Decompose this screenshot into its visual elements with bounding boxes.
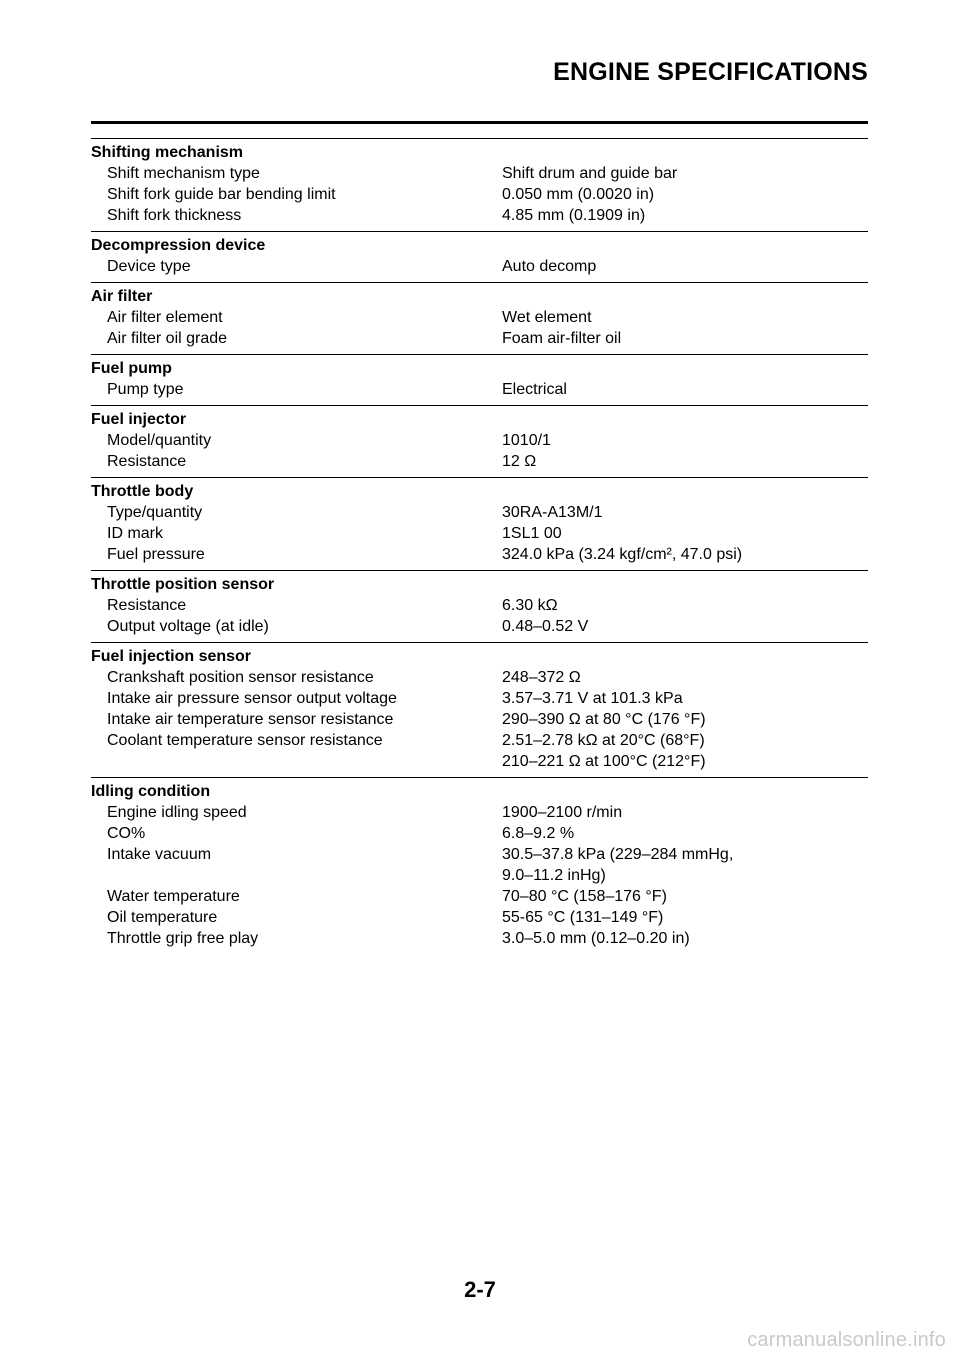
- spec-value-line: 3.57–3.71 V at 101.3 kPa: [502, 690, 683, 707]
- spec-row: [91, 616, 868, 637]
- spec-label: Oil temperature: [107, 909, 218, 926]
- spec-section: [91, 138, 868, 231]
- spec-label: Fuel pressure: [107, 546, 205, 563]
- spec-value: [502, 379, 868, 400]
- spec-value: [502, 307, 868, 328]
- spec-label: Type/quantity: [107, 504, 203, 521]
- spec-row: [91, 184, 868, 205]
- spec-row: [91, 595, 868, 616]
- spec-value-line: 12 Ω: [502, 453, 537, 470]
- spec-label: Shift fork guide bar bending limit: [107, 186, 336, 203]
- spec-label: Shift mechanism type: [107, 165, 260, 182]
- spec-value-line: 2.51–2.78 kΩ at 20°C (68°F): [502, 732, 705, 749]
- spec-label: Engine idling speed: [107, 804, 247, 821]
- spec-label: Crankshaft position sensor resistance: [107, 669, 374, 686]
- spec-value-line: Electrical: [502, 381, 567, 398]
- spec-value: [502, 709, 868, 730]
- spec-value-line: 6.8–9.2 %: [502, 825, 575, 842]
- header-rule: [91, 121, 868, 124]
- spec-value: [502, 844, 868, 886]
- spec-row: [91, 886, 868, 907]
- spec-row: [91, 667, 868, 688]
- spec-label: Intake vacuum: [107, 846, 212, 863]
- spec-value: [502, 430, 868, 451]
- spec-value-line: 1010/1: [502, 432, 551, 449]
- spec-row: [91, 430, 868, 451]
- section-title: Decompression device: [91, 237, 266, 254]
- spec-row: [91, 307, 868, 328]
- section-title: Fuel pump: [91, 360, 172, 377]
- spec-label: Air filter oil grade: [107, 330, 228, 347]
- spec-section: [91, 405, 868, 477]
- spec-section: [91, 354, 868, 405]
- spec-value-line: Foam air-filter oil: [502, 330, 622, 347]
- watermark[interactable]: carmanualsonline.info: [747, 1329, 946, 1351]
- spec-label: Pump type: [107, 381, 184, 398]
- spec-value-line: 248–372 Ω: [502, 669, 581, 686]
- spec-value: [502, 184, 868, 205]
- spec-value: [502, 328, 868, 349]
- spec-label: Output voltage (at idle): [107, 618, 269, 635]
- spec-value-line: 4.85 mm (0.1909 in): [502, 207, 646, 224]
- spec-value-line: 290–390 Ω at 80 °C (176 °F): [502, 711, 706, 728]
- section-title: Fuel injection sensor: [91, 648, 252, 665]
- spec-value-line: 0.48–0.52 V: [502, 618, 589, 635]
- spec-label: ID mark: [107, 525, 163, 542]
- spec-value: [502, 595, 868, 616]
- spec-section: [91, 477, 868, 570]
- spec-label: Air filter element: [107, 309, 223, 326]
- spec-value: [502, 205, 868, 226]
- spec-value: [502, 667, 868, 688]
- section-title: Fuel injector: [91, 411, 187, 428]
- spec-value: [502, 907, 868, 928]
- spec-row: [91, 730, 868, 772]
- spec-row: [91, 205, 868, 226]
- spec-label: Intake air temperature sensor resistance: [107, 711, 394, 728]
- spec-row: [91, 928, 868, 949]
- spec-value-line: Auto decomp: [502, 258, 597, 275]
- spec-value-line: 3.0–5.0 mm (0.12–0.20 in): [502, 930, 690, 947]
- spec-row: [91, 379, 868, 400]
- section-title: Throttle body: [91, 483, 194, 500]
- spec-value: [502, 163, 868, 184]
- spec-value-line: 1900–2100 r/min: [502, 804, 623, 821]
- spec-row: [91, 256, 868, 277]
- spec-value-line: Shift drum and guide bar: [502, 165, 678, 182]
- spec-label: Device type: [107, 258, 191, 275]
- spec-value: [502, 802, 868, 823]
- spec-row: [91, 502, 868, 523]
- spec-value-line: 70–80 °C (158–176 °F): [502, 888, 667, 905]
- spec-row: [91, 451, 868, 472]
- spec-value: [502, 823, 868, 844]
- spec-value-line: 6.30 kΩ: [502, 597, 558, 614]
- spec-value: [502, 451, 868, 472]
- spec-value: [502, 502, 868, 523]
- section-title: Throttle position sensor: [91, 576, 275, 593]
- spec-value-line: 324.0 kPa (3.24 kgf/cm², 47.0 psi): [502, 546, 743, 563]
- spec-row: [91, 688, 868, 709]
- spec-section: [91, 570, 868, 642]
- spec-label: Water temperature: [107, 888, 240, 905]
- spec-label: Resistance: [107, 453, 187, 470]
- spec-value-line: 1SL1 00: [502, 525, 562, 542]
- spec-row: [91, 544, 868, 565]
- spec-value: [502, 886, 868, 907]
- spec-row: [91, 907, 868, 928]
- spec-value-line: 55-65 °C (131–149 °F): [502, 909, 664, 926]
- spec-section: [91, 777, 868, 954]
- spec-label: Model/quantity: [107, 432, 212, 449]
- spec-section: [91, 231, 868, 282]
- section-title: Shifting mechanism: [91, 144, 244, 161]
- spec-label: Intake air pressure sensor output voltage: [107, 690, 397, 707]
- page-number: 2-7: [464, 1277, 496, 1302]
- spec-value-line: 30RA-A13M/1: [502, 504, 603, 521]
- spec-sections: [91, 138, 868, 954]
- spec-value: [502, 730, 868, 772]
- spec-value-line: Wet element: [502, 309, 592, 326]
- spec-label: Shift fork thickness: [107, 207, 242, 224]
- spec-value: [502, 256, 868, 277]
- spec-row: [91, 163, 868, 184]
- spec-row: [91, 802, 868, 823]
- spec-value: [502, 688, 868, 709]
- section-title: Air filter: [91, 288, 153, 305]
- spec-value: [502, 616, 868, 637]
- spec-row: [91, 844, 868, 886]
- spec-value-line: 9.0–11.2 inHg): [502, 867, 606, 884]
- spec-row: [91, 328, 868, 349]
- section-title: Idling condition: [91, 783, 211, 800]
- spec-label: Throttle grip free play: [107, 930, 259, 947]
- spec-label: Coolant temperature sensor resistance: [107, 732, 383, 749]
- spec-value: [502, 928, 868, 949]
- spec-value-line: 210–221 Ω at 100°C (212°F): [502, 753, 706, 770]
- spec-row: [91, 823, 868, 844]
- spec-value: [502, 523, 868, 544]
- spec-row: [91, 709, 868, 730]
- spec-section: [91, 642, 868, 777]
- page-title: ENGINE SPECIFICATIONS: [553, 58, 868, 86]
- spec-label: Resistance: [107, 597, 187, 614]
- spec-label: CO%: [107, 825, 146, 842]
- spec-value-line: 0.050 mm (0.0020 in): [502, 186, 655, 203]
- spec-section: [91, 282, 868, 354]
- spec-row: [91, 523, 868, 544]
- spec-value-line: 30.5–37.8 kPa (229–284 mmHg,: [502, 846, 734, 863]
- spec-value: [502, 544, 868, 565]
